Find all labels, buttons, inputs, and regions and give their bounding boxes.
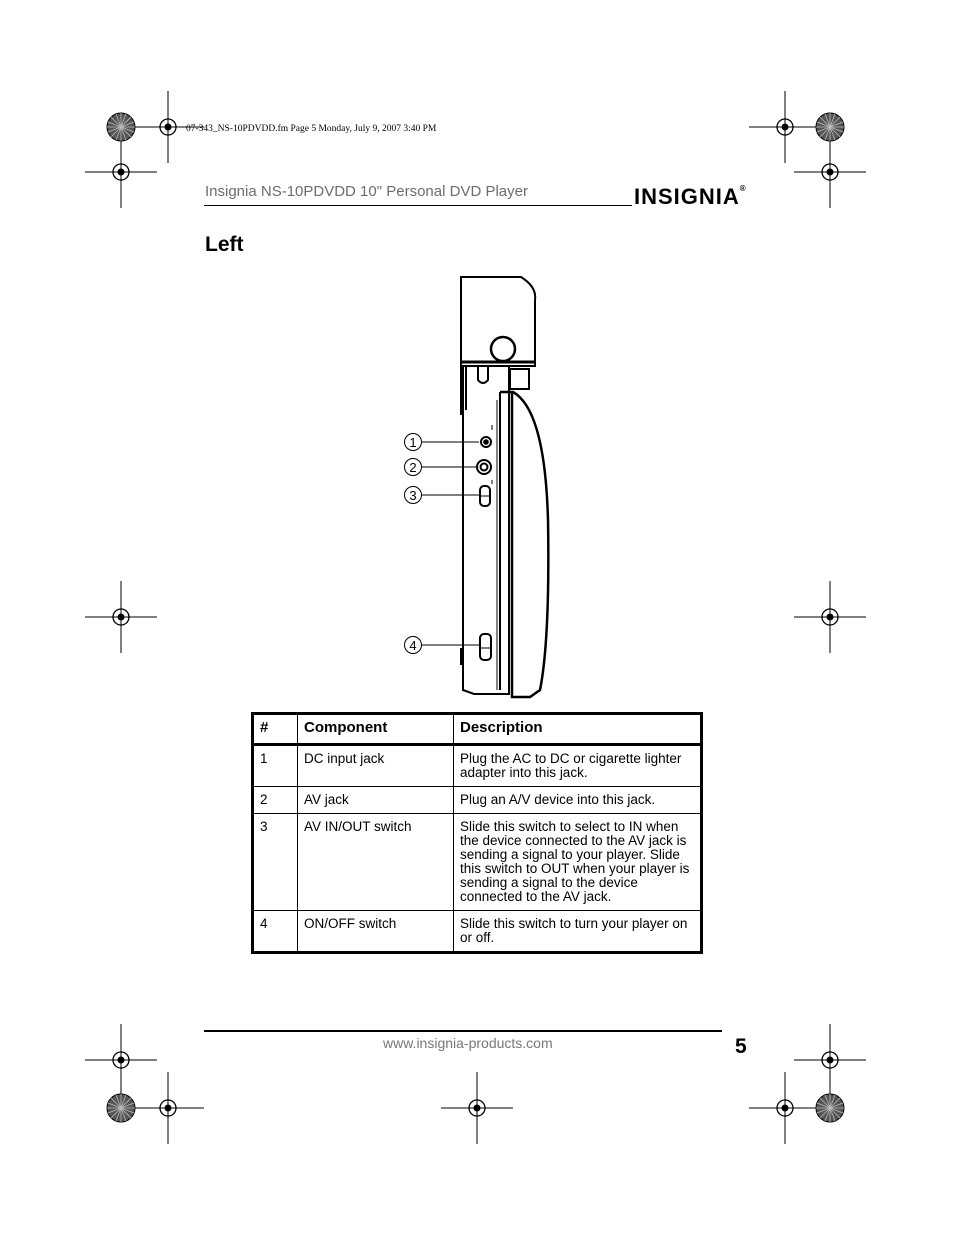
page-number: 5 [735, 1035, 747, 1058]
insignia-logo [634, 184, 747, 210]
row-component: ON/OFF switch [298, 911, 454, 953]
table-row [253, 911, 702, 953]
header-description: Description [454, 714, 702, 745]
row-number: 4 [253, 911, 298, 953]
callout-1: 1 [409, 435, 417, 450]
row-number: 3 [253, 814, 298, 911]
table-row [253, 814, 702, 911]
print-slug: 07-343_NS-10PDVDD.fm Page 5 Monday, July 9, 2007 3:40 PM [186, 124, 437, 134]
row-description: Plug an A/V device into this jack. [454, 787, 702, 814]
row-component: DC input jack [298, 745, 454, 787]
section-heading: Left [205, 233, 244, 256]
table-header-row [253, 714, 702, 745]
row-description: Plug the AC to DC or cigarette lighter adapter into this jack. [454, 745, 702, 787]
row-description: Slide this switch to turn your player on or off. [454, 911, 702, 953]
callout-4: 4 [409, 638, 417, 653]
logo-registered-mark: ® [739, 184, 747, 193]
row-number: 1 [253, 745, 298, 787]
row-description: Slide this switch to select to IN when the device connected to the AV jack is sending a signal to your player. Slide this switch to OUT when your player is sending a signal to the device connected to the AV jack. [454, 814, 702, 911]
logo-text: INSIGNIA [634, 184, 740, 209]
component-table [251, 712, 703, 954]
callout-3: 3 [409, 488, 417, 503]
footer-rule [204, 1030, 722, 1032]
row-number: 2 [253, 787, 298, 814]
header-number: # [253, 714, 298, 745]
row-component: AV jack [298, 787, 454, 814]
table-row [253, 745, 702, 787]
table-row [253, 787, 702, 814]
device-left-side-illustration [400, 270, 560, 700]
header-component: Component [298, 714, 454, 745]
callout-2: 2 [409, 460, 417, 475]
header-title: Insignia NS-10PDVDD 10" Personal DVD Player [205, 183, 528, 200]
footer-url: www.insignia-products.com [383, 1035, 553, 1051]
header-rule [204, 205, 632, 206]
row-component: AV IN/OUT switch [298, 814, 454, 911]
